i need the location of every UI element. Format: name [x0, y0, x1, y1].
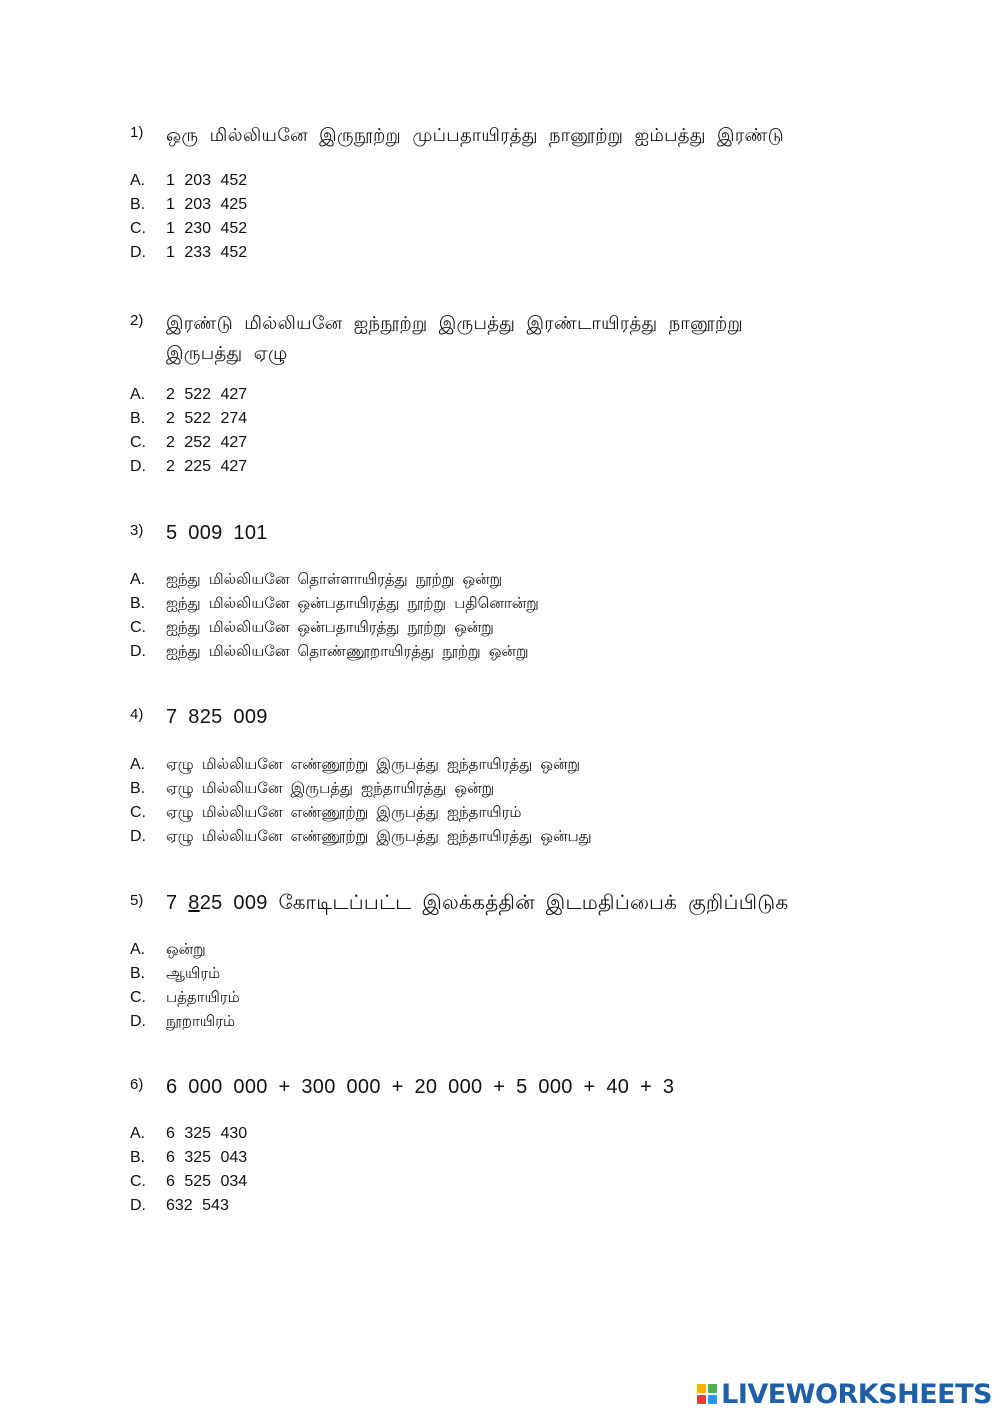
option-value: 2 252 427 — [166, 434, 248, 451]
question-number: 3) — [130, 522, 144, 539]
option-b[interactable] — [0, 780, 1000, 804]
option-value: 1 203 452 — [166, 172, 248, 189]
option-value: ஐந்து மில்லியனே ஒன்பதாயிரத்து நூற்று ஒன்று — [166, 619, 494, 636]
option-letter: B. — [130, 196, 146, 213]
question-text-line2: இருபத்து ஏழு — [166, 343, 288, 363]
option-value: 2 522 427 — [166, 386, 248, 403]
option-value: நூறாயிரம் — [166, 1013, 236, 1030]
option-letter: C. — [130, 1173, 146, 1190]
option-letter: A. — [130, 571, 146, 588]
question-text: 7 825 009 — [166, 706, 268, 728]
option-value: ஐந்து மில்லியனே ஒன்பதாயிரத்து நூற்று பதினொன்று — [166, 595, 539, 612]
option-value: 632 543 — [166, 1197, 229, 1214]
logo-square-red — [697, 1395, 706, 1404]
option-letter: C. — [130, 434, 146, 451]
option-value: 1 233 452 — [166, 244, 248, 261]
question-number: 2) — [130, 312, 144, 329]
option-value: 2 225 427 — [166, 458, 248, 475]
logo-square-green — [708, 1384, 717, 1393]
option-letter: A. — [130, 941, 146, 958]
question-number: 5) — [130, 892, 144, 909]
option-a[interactable] — [0, 941, 1000, 965]
option-value: பத்தாயிரம் — [166, 989, 240, 1006]
option-letter: C. — [130, 220, 146, 237]
question-text-post: 25 009 கோடிடப்பட்ட இலக்கத்தின் இடமதிப்பைக் குறிப்பிடுக — [199, 892, 789, 914]
logo-square-blue — [708, 1395, 717, 1404]
question-text: 6 000 000 + 300 000 + 20 000 + 5 000 + 40 + 3 — [166, 1076, 675, 1098]
question-text — [166, 888, 789, 918]
question-text-pre: 7 — [166, 892, 189, 914]
option-value: 1 203 425 — [166, 196, 248, 213]
underlined-digit: 8 — [188, 892, 200, 914]
option-d[interactable] — [0, 828, 1000, 852]
option-letter: B. — [130, 1149, 146, 1166]
option-d[interactable] — [0, 244, 1000, 268]
option-letter: B. — [130, 780, 146, 797]
option-letter: B. — [130, 410, 146, 427]
option-c[interactable] — [0, 434, 1000, 458]
question-number: 1) — [130, 124, 144, 141]
option-b[interactable] — [0, 196, 1000, 220]
option-b[interactable] — [0, 1149, 1000, 1173]
option-a[interactable] — [0, 571, 1000, 595]
option-letter: A. — [130, 756, 146, 773]
option-a[interactable] — [0, 1125, 1000, 1149]
option-value: ஒன்று — [166, 941, 206, 958]
option-value: ஏழு மில்லியனே எண்ணூற்று இருபத்து ஐந்தாயிரம் — [166, 804, 522, 821]
option-letter: B. — [130, 965, 146, 982]
question-text: ஒரு மில்லியனே இருநூற்று முப்பதாயிரத்து நானூற்று ஐம்பத்து இரண்டு — [166, 125, 785, 145]
logo-text: LIVEWORKSHEETS — [721, 1378, 992, 1410]
option-d[interactable] — [0, 458, 1000, 482]
option-value: 1 230 452 — [166, 220, 248, 237]
option-d[interactable] — [0, 1197, 1000, 1221]
option-value: ஏழு மில்லியனே எண்ணூற்று இருபத்து ஐந்தாயிரத்து ஒன்பது — [166, 828, 592, 845]
option-value: 6 325 043 — [166, 1149, 248, 1166]
option-b[interactable] — [0, 410, 1000, 434]
option-b[interactable] — [0, 965, 1000, 989]
option-value: ஏழு மில்லியனே இருபத்து ஐந்தாயிரத்து ஒன்று — [166, 780, 495, 797]
option-d[interactable] — [0, 643, 1000, 667]
option-value: ஆயிரம் — [166, 965, 221, 982]
logo-grid-icon — [697, 1384, 717, 1404]
option-c[interactable] — [0, 619, 1000, 643]
option-letter: D. — [130, 828, 146, 845]
question-text: 5 009 101 — [166, 522, 268, 544]
question-number: 6) — [130, 1076, 144, 1093]
option-letter: C. — [130, 804, 146, 821]
option-d[interactable] — [0, 1013, 1000, 1037]
option-letter: A. — [130, 386, 146, 403]
option-value: ஏழு மில்லியனே எண்ணூற்று இருபத்து ஐந்தாயிரத்து ஒன்று — [166, 756, 581, 773]
option-letter: A. — [130, 172, 146, 189]
question-number: 4) — [130, 706, 144, 723]
option-c[interactable] — [0, 220, 1000, 244]
option-letter: D. — [130, 244, 146, 261]
option-letter: D. — [130, 458, 146, 475]
option-c[interactable] — [0, 1173, 1000, 1197]
option-a[interactable] — [0, 386, 1000, 410]
option-value: 6 325 430 — [166, 1125, 248, 1142]
option-a[interactable] — [0, 756, 1000, 780]
option-c[interactable] — [0, 804, 1000, 828]
option-a[interactable] — [0, 172, 1000, 196]
option-value: ஐந்து மில்லியனே தொள்ளாயிரத்து நூற்று ஒன்று — [166, 571, 503, 588]
logo-square-yellow — [697, 1384, 706, 1393]
option-c[interactable] — [0, 989, 1000, 1013]
liveworksheets-logo[interactable] — [697, 1379, 992, 1409]
option-b[interactable] — [0, 595, 1000, 619]
option-value: ஐந்து மில்லியனே தொண்ணூறாயிரத்து நூற்று ஒன்று — [166, 643, 529, 660]
option-letter: C. — [130, 619, 146, 636]
option-letter: C. — [130, 989, 146, 1006]
question-text: இரண்டு மில்லியனே ஐந்நூற்று இருபத்து இரண்டாயிரத்து நானூற்று — [166, 313, 743, 333]
option-letter: D. — [130, 643, 146, 660]
option-letter: D. — [130, 1013, 146, 1030]
option-value: 6 525 034 — [166, 1173, 248, 1190]
option-letter: A. — [130, 1125, 146, 1142]
option-value: 2 522 274 — [166, 410, 248, 427]
option-letter: D. — [130, 1197, 146, 1214]
option-letter: B. — [130, 595, 146, 612]
